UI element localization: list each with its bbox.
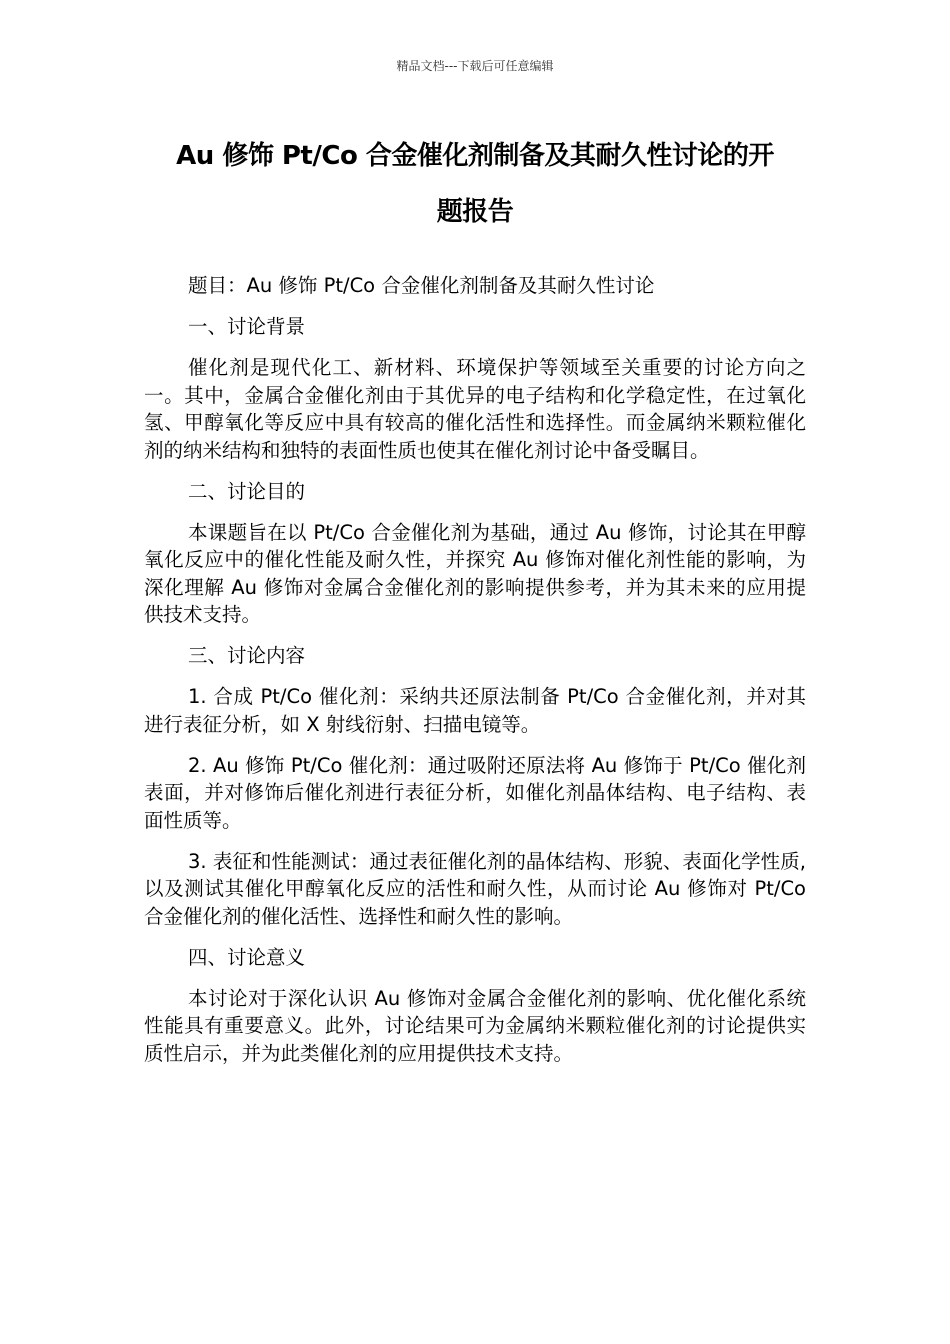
- document-title-line-1: Au 修饰 Pt/Co 合金催化剂制备及其耐久性讨论的开: [176, 141, 774, 171]
- significance-paragraph: 本讨论对于深化认识 Au 修饰对金属合金催化剂的影响、优化催化系统性能具有重要意义。此外，讨论结果可为金属纳米颗粒催化剂的讨论提供实质性启示，并为此类催化剂的应用提供技术支持。: [144, 986, 806, 1065]
- section-heading-purpose: 二、讨论目的: [188, 479, 306, 503]
- document-title: [130, 128, 820, 240]
- document-body: [144, 272, 806, 1081]
- subject-line: 题目：Au 修饰 Pt/Co 合金催化剂制备及其耐久性讨论: [188, 274, 655, 297]
- content-item-3: 3. 表征和性能测试：通过表征催化剂的晶体结构、形貌、表面化学性质,以及测试其催化甲醇氧化反应的活性和耐久性，从而讨论 Au 修饰对 Pt/Co 合金催化剂的催化活性、选择性和耐久性的影响。: [144, 849, 806, 928]
- content-item-2: 2. Au 修饰 Pt/Co 催化剂：通过吸附还原法将 Au 修饰于 Pt/Co 催化剂表面，并对修饰后催化剂进行表征分析，如催化剂晶体结构、电子结构、表面性质等。: [144, 753, 806, 832]
- section-heading-content: 三、讨论内容: [188, 644, 306, 667]
- section-heading-significance: 四、讨论意义: [188, 945, 306, 969]
- purpose-paragraph: 本课题旨在以 Pt/Co 合金催化剂为基础，通过 Au 修饰，讨论其在甲醇氧化反应中的催化性能及耐久性，并探究 Au 修饰对催化剂性能的影响，为深化理解 Au 修饰对金属合金催化剂的影响提供参考，并为其未来的应用提供技术支持。: [144, 520, 806, 626]
- content-item-1: 1. 合成 Pt/Co 催化剂：采纳共还原法制备 Pt/Co 合金催化剂，并对其进行表征分析，如 X 射线衍射、扫描电镜等。: [144, 685, 806, 736]
- background-paragraph: 催化剂是现代化工、新材料、环境保护等领域至关重要的讨论方向之一。其中，金属合金催化剂由于其优异的电子结构和化学稳定性，在过氧化氢、甲醇氧化等反应中具有较高的催化活性和选择性。而金属纳米颗粒催化剂的纳米结构和独特的表面性质也使其在催化剂讨论中备受瞩目。: [144, 356, 806, 462]
- section-heading-background: 一、讨论背景: [188, 315, 306, 338]
- page-header-watermark: 精品文档---下载后可任意编辑: [396, 59, 554, 73]
- document-title-line-2: 题报告: [436, 197, 514, 227]
